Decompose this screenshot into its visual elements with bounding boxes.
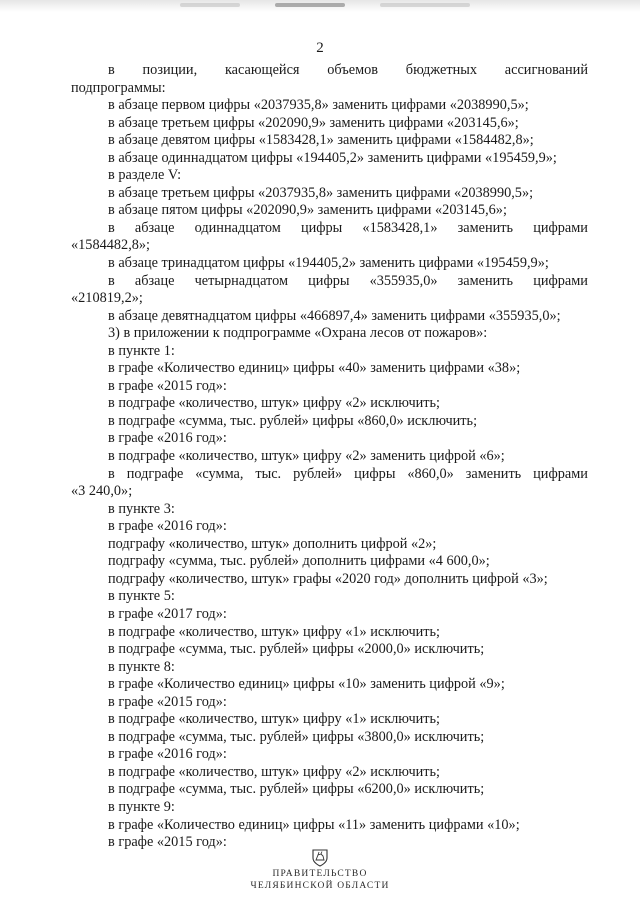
document-line: в графе «2015 год»: xyxy=(108,834,227,851)
page-number: 2 xyxy=(316,40,324,56)
document-word: рублей» xyxy=(293,465,343,482)
document-word: заменить xyxy=(465,465,522,482)
document-word: цифры xyxy=(300,219,343,236)
document-line xyxy=(71,466,588,484)
document-word: касающейся xyxy=(224,62,300,78)
document-line: в пункте 8: xyxy=(108,658,175,675)
document-word: цифрами xyxy=(533,219,588,236)
document-line: в разделе V: xyxy=(108,167,182,184)
document-line: в пункте 1: xyxy=(108,342,175,359)
document-word: цифрами xyxy=(533,465,588,482)
document-line: подграфу «количество, штук» дополнить цифрой «2»; xyxy=(108,535,437,552)
document-line: «3 240,0»; xyxy=(71,483,133,500)
document-line: в абзаце тринадцатом цифры «194405,2» заменить цифрами «195459,9»; xyxy=(108,255,549,272)
document-line: «210819,2»; xyxy=(71,290,143,307)
document-line: в подграфе «сумма, тыс. рублей» цифры «3800,0» исключить; xyxy=(108,728,485,745)
document-line xyxy=(71,273,588,291)
document-word: «355935,0» xyxy=(369,272,438,289)
document-word: абзаце xyxy=(134,219,175,236)
document-word: бюджетных xyxy=(405,62,477,78)
document-word: ассигнований xyxy=(504,62,588,78)
document-word: в xyxy=(108,465,115,482)
document-line: в графе «Количество единиц» цифры «40» заменить цифрами «38»; xyxy=(108,360,521,377)
document-line: в графе «2016 год»: xyxy=(108,430,227,447)
document-line: в пункте 3: xyxy=(108,500,175,517)
document-line: подграфу «сумма, тыс. рублей» дополнить цифрами «4 600,0»; xyxy=(108,553,490,570)
document-line: в подграфе «сумма, тыс. рублей» цифры «2000,0» исключить; xyxy=(108,641,485,658)
document-line: в графе «2015 год»: xyxy=(108,377,227,394)
footer-org-line-2: ЧЕЛЯБИНСКОЙ ОБЛАСТИ xyxy=(250,881,390,891)
document-word: тыс. xyxy=(255,465,282,482)
document-line: в абзаце девятом цифры «1583428,1» заменить цифрами «1584482,8»; xyxy=(108,132,534,149)
document-line: в графе «2015 год»: xyxy=(108,693,227,710)
document-line: в подграфе «сумма, тыс. рублей» цифры «6200,0» исключить; xyxy=(108,781,485,798)
scan-artifact-smudge xyxy=(380,3,470,7)
document-word: в xyxy=(108,272,115,289)
document-word: подграфе xyxy=(126,465,184,482)
document-line: подпрограммы: xyxy=(71,79,166,96)
document-line: в графе «2017 год»: xyxy=(108,605,227,622)
document-word: заменить xyxy=(457,219,514,236)
document-line: в абзаце третьем цифры «2037935,8» заменить цифрами «2038990,5»; xyxy=(108,184,534,201)
document-line: в подграфе «количество, штук» цифру «2» заменить цифрой «6»; xyxy=(108,448,505,465)
document-word: четырнадцатом xyxy=(194,272,289,289)
document-line: в абзаце одиннадцатом цифры «194405,2» заменить цифрами «195459,9»; xyxy=(108,149,557,166)
document-line: в подграфе «количество, штук» цифру «2» исключить; xyxy=(108,395,441,412)
document-line: в пункте 5: xyxy=(108,588,175,605)
document-line: в подграфе «количество, штук» цифру «1» исключить; xyxy=(108,623,441,640)
document-word: одиннадцатом xyxy=(194,219,281,236)
scan-artifact-smudge xyxy=(180,3,240,7)
document-line: в абзаце пятом цифры «202090,9» заменить цифрами «203145,6»; xyxy=(108,202,507,219)
document-footer xyxy=(0,848,640,892)
document-word: «860,0» xyxy=(407,465,454,482)
document-word: «сумма, xyxy=(195,465,244,482)
document-line xyxy=(71,62,588,80)
document-line: в подграфе «количество, штук» цифру «2» исключить; xyxy=(108,763,441,780)
scan-artifact-smudge xyxy=(275,3,345,7)
document-word: абзаце xyxy=(134,272,175,289)
chelyabinsk-coat-of-arms-icon xyxy=(310,848,330,868)
document-word: цифры xyxy=(308,272,350,289)
document-word: цифрами xyxy=(533,272,588,289)
document-word: цифры xyxy=(354,465,396,482)
document-body xyxy=(71,62,588,852)
document-word: позиции, xyxy=(142,62,198,78)
document-line xyxy=(71,220,588,238)
document-line: в графе «Количество единиц» цифры «11» заменить цифрами «10»; xyxy=(108,816,520,833)
document-line: в пункте 9: xyxy=(108,798,175,815)
document-word: в xyxy=(108,62,115,78)
document-line: 3) в приложении к подпрограмме «Охрана лесов от пожаров»: xyxy=(108,325,488,342)
document-word: в xyxy=(108,219,115,236)
document-line: в абзаце первом цифры «2037935,8» заменить цифрами «2038990,5»; xyxy=(108,97,529,114)
document-line: в подграфе «количество, штук» цифру «1» исключить; xyxy=(108,711,441,728)
document-line: в абзаце девятнадцатом цифры «466897,4» заменить цифрами «355935,0»; xyxy=(108,307,561,324)
document-line: подграфу «количество, штук» графы «2020 год» дополнить цифрой «3»; xyxy=(108,570,548,587)
document-line: в графе «2016 год»: xyxy=(108,518,227,535)
document-line: в графе «Количество единиц» цифры «10» заменить цифрой «9»; xyxy=(108,676,505,693)
document-word: заменить xyxy=(457,272,514,289)
document-word: «1583428,1» xyxy=(362,219,438,236)
document-line: «1584482,8»; xyxy=(71,237,151,254)
document-line: в графе «2016 год»: xyxy=(108,746,227,763)
document-word: объемов xyxy=(327,62,379,78)
document-line: в подграфе «сумма, тыс. рублей» цифры «860,0» исключить; xyxy=(108,412,478,429)
document-line: в абзаце третьем цифры «202090,9» заменить цифрами «203145,6»; xyxy=(108,114,519,131)
footer-org-line-1: ПРАВИТЕЛЬСТВО xyxy=(272,869,368,879)
